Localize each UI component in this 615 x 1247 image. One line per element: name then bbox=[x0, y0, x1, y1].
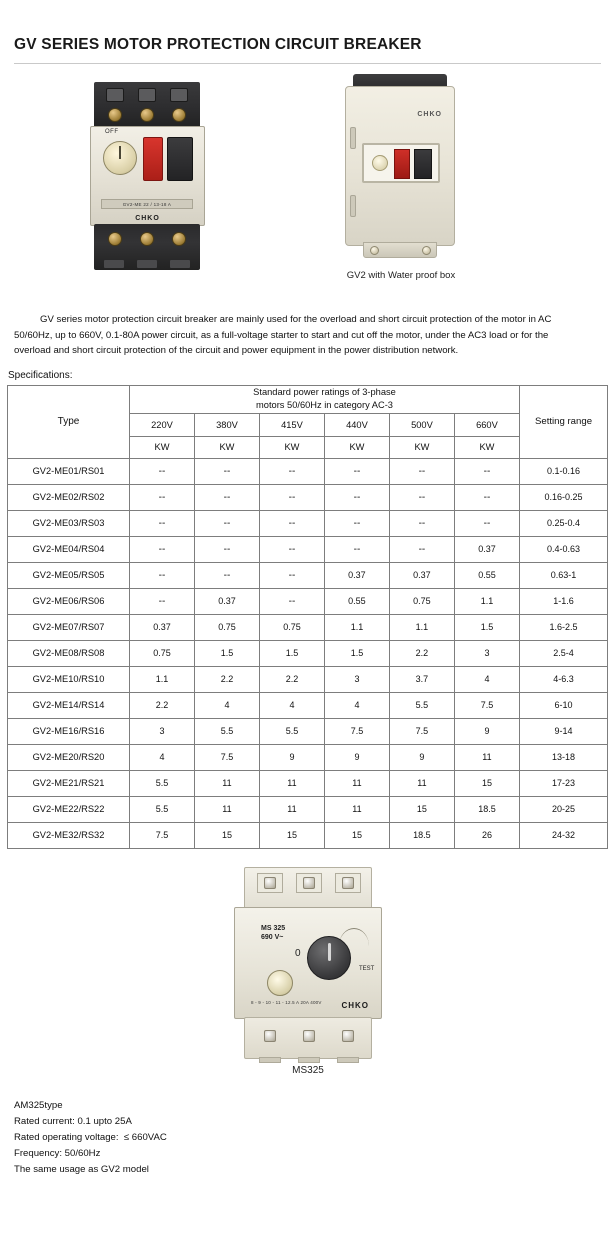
cell-power: 1.5 bbox=[324, 640, 389, 666]
cell-power: -- bbox=[454, 484, 519, 510]
table-row bbox=[8, 796, 608, 822]
cell-power: 5.5 bbox=[194, 718, 259, 744]
cell-type: GV2-ME06/RS06 bbox=[8, 588, 130, 614]
terminal-slot bbox=[106, 88, 124, 102]
table-row bbox=[8, 562, 608, 588]
cell-power: 1.1 bbox=[324, 614, 389, 640]
cell-type: GV2-ME22/RS22 bbox=[8, 796, 130, 822]
cell-power: 11 bbox=[194, 796, 259, 822]
terminal-slot bbox=[138, 88, 156, 102]
intro-line-3: overload and short circuit protection of the circuit and power equipment in the power distribution network. bbox=[14, 345, 459, 356]
column-header-voltage: 415V bbox=[259, 413, 324, 436]
cell-type: GV2-ME14/RS14 bbox=[8, 692, 130, 718]
cell-power: -- bbox=[389, 536, 454, 562]
mounting-foot bbox=[298, 1057, 320, 1063]
enclosure-window bbox=[362, 143, 440, 183]
ms325-bottom-terminals bbox=[244, 1017, 372, 1059]
start-button-black bbox=[414, 149, 432, 179]
column-header-unit: KW bbox=[324, 436, 389, 458]
table-row bbox=[8, 770, 608, 796]
specifications-table bbox=[7, 385, 608, 849]
cell-power: 0.75 bbox=[389, 588, 454, 614]
cell-power: 18.5 bbox=[389, 822, 454, 848]
dial-marker bbox=[119, 146, 121, 159]
cell-power: 0.75 bbox=[130, 640, 195, 666]
table-row bbox=[8, 822, 608, 848]
cell-setting-range: 0.25-0.4 bbox=[520, 510, 608, 536]
table-row bbox=[8, 614, 608, 640]
cell-power: 0.37 bbox=[389, 562, 454, 588]
cell-power: -- bbox=[389, 458, 454, 484]
cell-power: 9 bbox=[389, 744, 454, 770]
column-header-voltage: 500V bbox=[389, 413, 454, 436]
cell-power: -- bbox=[324, 536, 389, 562]
rotary-knob bbox=[307, 936, 351, 980]
cell-type: GV2-ME05/RS05 bbox=[8, 562, 130, 588]
terminal-screw bbox=[342, 1030, 354, 1042]
ms325-image bbox=[228, 867, 388, 1062]
mounting-foot bbox=[259, 1057, 281, 1063]
cell-power: 4 bbox=[130, 744, 195, 770]
cell-power: 5.5 bbox=[259, 718, 324, 744]
cell-type: GV2-ME16/RS16 bbox=[8, 718, 130, 744]
cell-power: 1.1 bbox=[389, 614, 454, 640]
terminal-screw bbox=[108, 232, 122, 246]
waterproof-enclosure bbox=[345, 86, 455, 246]
cell-setting-range: 1.6-2.5 bbox=[520, 614, 608, 640]
cell-power: 4 bbox=[454, 666, 519, 692]
terminal-screw bbox=[264, 1030, 276, 1042]
terminal-screw bbox=[140, 108, 154, 122]
column-header-setting-range: Setting range bbox=[520, 385, 608, 458]
model-line-1: MS 325 bbox=[261, 924, 286, 932]
current-adjust-dial bbox=[103, 141, 137, 175]
cell-power: -- bbox=[454, 510, 519, 536]
cell-setting-range: 1-1.6 bbox=[520, 588, 608, 614]
cell-type: GV2-ME20/RS20 bbox=[8, 744, 130, 770]
specifications-label: Specifications: bbox=[8, 369, 73, 381]
cell-power: 1.1 bbox=[454, 588, 519, 614]
table-row bbox=[8, 718, 608, 744]
cell-power: -- bbox=[259, 458, 324, 484]
cell-type: GV2-ME02/RS02 bbox=[8, 484, 130, 510]
cell-setting-range: 6-10 bbox=[520, 692, 608, 718]
cell-power: 9 bbox=[454, 718, 519, 744]
cell-power: 26 bbox=[454, 822, 519, 848]
stop-button-red bbox=[394, 149, 410, 179]
table-row bbox=[8, 640, 608, 666]
column-header-unit: KW bbox=[389, 436, 454, 458]
cell-power: -- bbox=[259, 536, 324, 562]
cell-power: 1.5 bbox=[454, 614, 519, 640]
breaker-rating-label: GV2-ME 22 / 13-18 A bbox=[101, 199, 193, 209]
footer-line-5: The same usage as GV2 model bbox=[14, 1163, 149, 1175]
footer-line-1: AM325type bbox=[14, 1099, 63, 1111]
cell-power: 3.7 bbox=[389, 666, 454, 692]
cell-power: 5.5 bbox=[389, 692, 454, 718]
footer-line-3: Rated operating voltage: ≤ 660VAC bbox=[14, 1131, 167, 1143]
cell-setting-range: 4-6.3 bbox=[520, 666, 608, 692]
cell-power: 0.37 bbox=[324, 562, 389, 588]
current-adjust-dial bbox=[267, 970, 293, 996]
cell-power: 4 bbox=[259, 692, 324, 718]
cell-power: -- bbox=[259, 588, 324, 614]
cell-power: 0.37 bbox=[130, 614, 195, 640]
intro-line-2: 50/60Hz, up to 660V, 0.1-80A power circuit, as a full-voltage starter to start and cut off the motor, under the AC3 load or for the bbox=[14, 329, 549, 341]
terminal-screw bbox=[172, 108, 186, 122]
base-screw bbox=[370, 246, 379, 255]
cell-power: -- bbox=[324, 458, 389, 484]
cell-type: GV2-ME07/RS07 bbox=[8, 614, 130, 640]
gv2-breaker-image bbox=[90, 82, 205, 272]
brand-logo: CHKO bbox=[417, 111, 442, 118]
ms325-image-section bbox=[0, 867, 615, 1092]
cell-power: 11 bbox=[324, 770, 389, 796]
mounting-foot bbox=[137, 260, 157, 268]
cell-power: -- bbox=[130, 484, 195, 510]
cell-power: 15 bbox=[194, 822, 259, 848]
terminal-screw bbox=[172, 232, 186, 246]
cell-power: -- bbox=[194, 536, 259, 562]
cell-type: GV2-ME04/RS04 bbox=[8, 536, 130, 562]
cell-power: 9 bbox=[259, 744, 324, 770]
column-header-unit: KW bbox=[194, 436, 259, 458]
cell-power: 4 bbox=[194, 692, 259, 718]
cell-power: 2.2 bbox=[130, 692, 195, 718]
cell-power: 9 bbox=[324, 744, 389, 770]
ms325-front-panel bbox=[234, 907, 382, 1019]
cell-power: 0.75 bbox=[194, 614, 259, 640]
cell-power: -- bbox=[130, 510, 195, 536]
cell-power: -- bbox=[130, 536, 195, 562]
cell-power: -- bbox=[130, 562, 195, 588]
cell-type: GV2-ME01/RS01 bbox=[8, 458, 130, 484]
cell-power: -- bbox=[389, 484, 454, 510]
intro-line-1: GV series motor protection circuit breaker are mainly used for the overload and short circuit protection of the motor in AC bbox=[40, 314, 552, 325]
footer-line-2: Rated current: 0.1 upto 25A bbox=[14, 1115, 132, 1127]
cell-power: 2.2 bbox=[259, 666, 324, 692]
column-header-unit: KW bbox=[130, 436, 195, 458]
column-header-voltage: 440V bbox=[324, 413, 389, 436]
position-zero-label: 0 bbox=[295, 947, 301, 959]
cell-power: 1.5 bbox=[259, 640, 324, 666]
breaker-bottom-terminals bbox=[94, 224, 200, 270]
cell-power: 7.5 bbox=[454, 692, 519, 718]
cell-power: 7.5 bbox=[130, 822, 195, 848]
cell-setting-range: 17-23 bbox=[520, 770, 608, 796]
cell-power: 0.37 bbox=[194, 588, 259, 614]
cell-power: -- bbox=[324, 510, 389, 536]
table-body bbox=[8, 458, 608, 848]
cell-power: 5.5 bbox=[130, 796, 195, 822]
cell-power: 7.5 bbox=[194, 744, 259, 770]
footer-specifications bbox=[14, 1098, 615, 1178]
cell-power: 15 bbox=[259, 822, 324, 848]
page-title: GV SERIES MOTOR PROTECTION CIRCUIT BREAKER bbox=[14, 36, 422, 53]
cell-power: 11 bbox=[324, 796, 389, 822]
cell-power: 11 bbox=[194, 770, 259, 796]
cell-power: -- bbox=[194, 484, 259, 510]
column-header-unit: KW bbox=[454, 436, 519, 458]
cell-setting-range: 9-14 bbox=[520, 718, 608, 744]
terminal-screw bbox=[108, 108, 122, 122]
column-header-unit: KW bbox=[259, 436, 324, 458]
terminal-slot bbox=[170, 88, 188, 102]
cell-type: GV2-ME03/RS03 bbox=[8, 510, 130, 536]
cell-power: 2.2 bbox=[389, 640, 454, 666]
cell-power: -- bbox=[194, 458, 259, 484]
mounting-foot bbox=[104, 260, 124, 268]
intro-paragraph bbox=[14, 312, 601, 359]
cell-power: 15 bbox=[454, 770, 519, 796]
cell-power: -- bbox=[194, 562, 259, 588]
cell-setting-range: 0.63-1 bbox=[520, 562, 608, 588]
cell-power: 11 bbox=[389, 770, 454, 796]
ms325-top-terminals bbox=[244, 867, 372, 909]
column-header-voltage: 660V bbox=[454, 413, 519, 436]
waterproof-caption: GV2 with Water proof box bbox=[346, 270, 456, 281]
cell-power: 0.75 bbox=[259, 614, 324, 640]
column-header-voltage: 380V bbox=[194, 413, 259, 436]
cell-power: 7.5 bbox=[389, 718, 454, 744]
brand-logo: CHKO bbox=[341, 1000, 369, 1010]
terminal-screw bbox=[303, 1030, 315, 1042]
cell-power: 0.37 bbox=[454, 536, 519, 562]
cell-power: 15 bbox=[324, 822, 389, 848]
cell-power: 3 bbox=[454, 640, 519, 666]
cell-power: -- bbox=[130, 458, 195, 484]
knob-indicator bbox=[328, 943, 331, 961]
cell-setting-range: 24-32 bbox=[520, 822, 608, 848]
cell-type: GV2-ME08/RS08 bbox=[8, 640, 130, 666]
waterproof-box-image bbox=[345, 74, 455, 269]
terminal-screw bbox=[303, 877, 315, 889]
base-screw bbox=[422, 246, 431, 255]
cell-power: 3 bbox=[324, 666, 389, 692]
cell-power: -- bbox=[194, 510, 259, 536]
cell-power: 2.2 bbox=[194, 666, 259, 692]
breaker-top-terminals bbox=[94, 82, 200, 128]
cell-power: 0.55 bbox=[324, 588, 389, 614]
ms325-model-label bbox=[261, 924, 285, 942]
table-row bbox=[8, 536, 608, 562]
cell-power: 15 bbox=[389, 796, 454, 822]
cell-power: 11 bbox=[259, 770, 324, 796]
terminal-screw bbox=[140, 232, 154, 246]
cell-power: 5.5 bbox=[130, 770, 195, 796]
table-row bbox=[8, 692, 608, 718]
enclosure-hinge bbox=[350, 127, 356, 149]
cell-power: 3 bbox=[130, 718, 195, 744]
table-header-row bbox=[8, 385, 608, 413]
cell-power: -- bbox=[454, 458, 519, 484]
cell-setting-range: 0.1-0.16 bbox=[520, 458, 608, 484]
cell-power: -- bbox=[324, 484, 389, 510]
cell-power: -- bbox=[389, 510, 454, 536]
table-row bbox=[8, 458, 608, 484]
cell-power: 1.5 bbox=[194, 640, 259, 666]
cell-power: -- bbox=[130, 588, 195, 614]
mounting-foot bbox=[337, 1057, 359, 1063]
cell-power: -- bbox=[259, 510, 324, 536]
cell-power: 0.55 bbox=[454, 562, 519, 588]
table-row bbox=[8, 744, 608, 770]
ms325-caption: MS325 bbox=[292, 1064, 324, 1076]
table-row bbox=[8, 666, 608, 692]
start-button-black bbox=[167, 137, 193, 181]
title-divider bbox=[14, 63, 601, 64]
cell-setting-range: 20-25 bbox=[520, 796, 608, 822]
current-scale-label: 8 - 9 - 10 - 11 - 12.5 A 20A 400V bbox=[251, 999, 322, 1005]
cell-type: GV2-ME32/RS32 bbox=[8, 822, 130, 848]
cell-power: 11 bbox=[259, 796, 324, 822]
breaker-front-panel bbox=[90, 126, 205, 226]
product-images bbox=[0, 74, 615, 304]
model-line-2: 690 V~ bbox=[261, 933, 284, 941]
cell-setting-range: 0.4-0.63 bbox=[520, 536, 608, 562]
cell-setting-range: 2.5-4 bbox=[520, 640, 608, 666]
cell-power: 11 bbox=[454, 744, 519, 770]
cell-power: -- bbox=[259, 562, 324, 588]
cell-setting-range: 13-18 bbox=[520, 744, 608, 770]
table-row bbox=[8, 510, 608, 536]
terminal-screw bbox=[264, 877, 276, 889]
cell-power: 4 bbox=[324, 692, 389, 718]
footer-line-4: Frequency: 50/60Hz bbox=[14, 1147, 101, 1159]
cell-power: 18.5 bbox=[454, 796, 519, 822]
cell-power: -- bbox=[259, 484, 324, 510]
column-header-voltage: 220V bbox=[130, 413, 195, 436]
waterproof-base bbox=[363, 242, 437, 258]
cell-type: GV2-ME21/RS21 bbox=[8, 770, 130, 796]
breaker-off-label: OFF bbox=[105, 129, 119, 135]
cell-power: 1.1 bbox=[130, 666, 195, 692]
table-row bbox=[8, 484, 608, 510]
cell-type: GV2-ME10/RS10 bbox=[8, 666, 130, 692]
terminal-screw bbox=[342, 877, 354, 889]
cell-setting-range: 0.16-0.25 bbox=[520, 484, 608, 510]
stop-button-red bbox=[143, 137, 163, 181]
test-label: TEST bbox=[359, 965, 375, 972]
current-adjust-dial bbox=[372, 155, 388, 171]
brand-logo: CHKO bbox=[135, 215, 160, 222]
mounting-foot bbox=[170, 260, 190, 268]
group-header-line-2: motors 50/60Hz in category AC-3 bbox=[256, 400, 393, 410]
enclosure-hinge bbox=[350, 195, 356, 217]
cell-power: 7.5 bbox=[324, 718, 389, 744]
table-row bbox=[8, 588, 608, 614]
group-header-line-1: Standard power ratings of 3-phase bbox=[253, 387, 396, 397]
column-header-type: Type bbox=[8, 385, 130, 458]
column-header-group bbox=[130, 385, 520, 413]
